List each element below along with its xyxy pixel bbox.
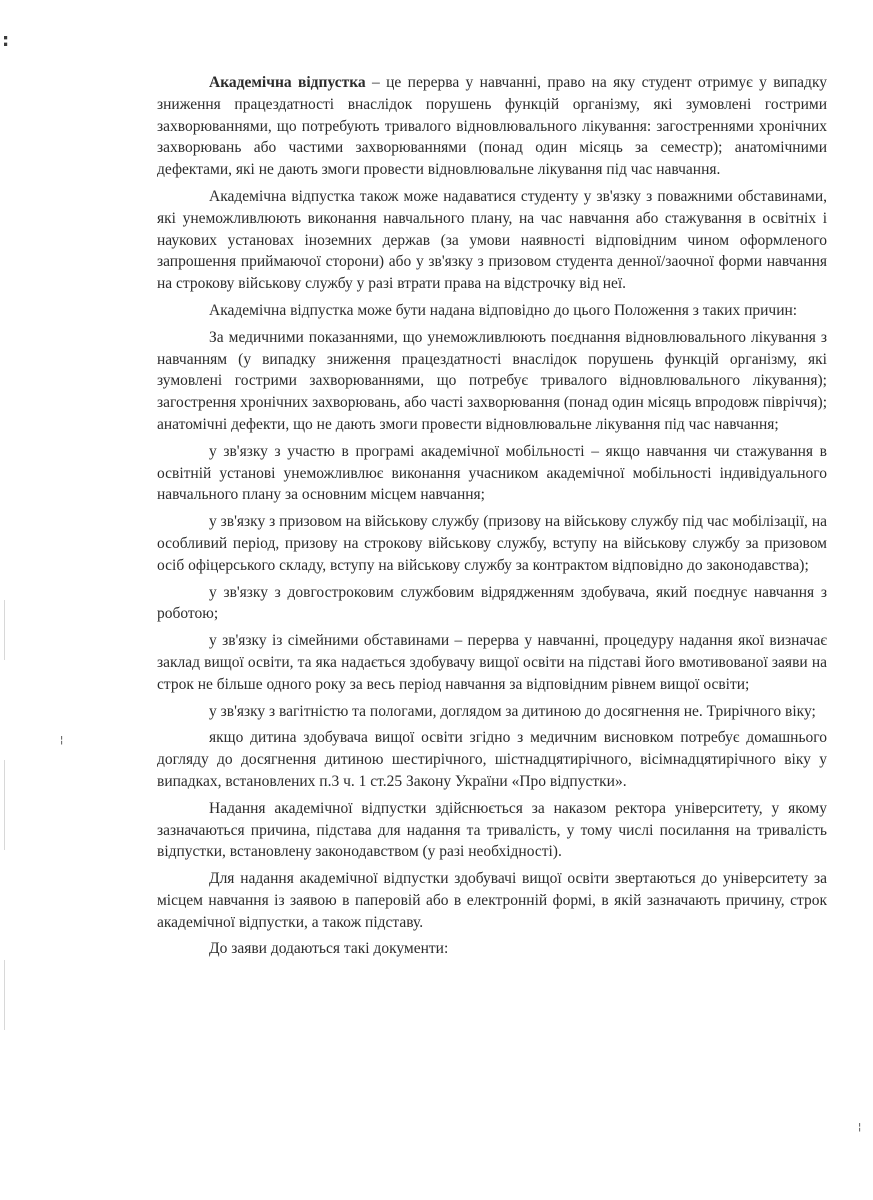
paragraph-application-procedure: Для надання академічної відпустки здобувачі вищої освіти звертаються до університету за місцем навчання із заявою в паперовій або в електронній формі, в якій зазначають причину, строк академічної відпустки, а також підставу. (157, 870, 827, 931)
term-academic-leave: Академічна відпустка (209, 74, 366, 91)
paragraph-definition (157, 72, 827, 181)
paragraph-reasons-intro: Академічна відпустка може бути надана відповідно до цього Положення з таких причин: (209, 301, 798, 319)
paragraph-medical-reason: За медичними показаннями, що унеможливлюють поєднання відновлювального лікування з навчанням (у випадку зниження працездатності внаслідок порушень функцій організму, які зумовлені гострими захворюваннями, що потребує тривалого відновлювального лікування); загострення хронічних захворювань, або часті захворювання (понад один місяць впродовж півріччя); анатомічні дефекти, що не дають змоги провести відновлювальне лікування під час навчання; (157, 328, 827, 433)
scan-edge-line (4, 960, 5, 1030)
document-body (157, 72, 827, 965)
paragraph-mobility-reason: у зв'язку з участю в програмі академічної мобільності – якщо навчання чи стажування в освітній установі унеможливлює виконання учасником академічної мобільності індивідуального навчального плану за основним місцем навчання; (157, 442, 827, 504)
paragraph-business-trip-reason: у зв'язку з довгостроковим службовим відрядженням здобувача, який поєднує навчання з роботою; (157, 583, 827, 623)
paragraph-military-reason: у зв'язку з призовом на військову службу (призову на військову службу під час мобілізації, на особливий період, призову на строкову військову службу, вступу на військову службу за призовом осіб офіцерського складу, вступу на військову службу за контрактом відповідно до законодавства); (157, 513, 827, 574)
scan-artifact-mark: ¦ (858, 1122, 862, 1133)
paragraph-family-reason: у зв'язку із сімейними обставинами – перерва у навчанні, процедуру надання якої визначає заклад вищої освіти, та яка надається здобувачу вищої освіти на підставі його вмотивованої заяви на строк не більше одного року за весь період навчання за відповідним рівнем вищої освіти; (157, 632, 827, 693)
paragraph-child-care-reason: якщо дитина здобувача вищої освіти згідно з медичним висновком потребує домашнього догляду до досягнення дитиною шестирічного, шістнадцятирічного, вісімнадцятирічного віку у випадках, встановлених п.3 ч. 1 ст.25 Закону України «Про відпустки». (157, 729, 827, 790)
paragraph-circumstances: Академічна відпустка також може надаватися студенту у зв'язку з поважними обставинами, які унеможливлюють виконання навчального плану, на час навчання або стажування в освітніх і наукових установах іноземних держав (за умови наявності відповідним чином оформленого запрошення приймаючої сторони) або у зв'язку з призовом студента денної/заочної форми навчання на строкову військову службу у разі втрати права на відстрочку від неї. (157, 187, 827, 293)
paragraph-text: – це перерва у навчанні, право на яку студент отримує у випадку зниження працездатності внаслідок порушень функцій організму, які зумовлені гострими захворюваннями, що потребують тривалого відновлювального лікування: загостреннями хронічних захворювань або частими захворюваннями (понад один місяць за семестр); анатомічними дефектами, які не дають змоги провести відновлювальне лікування під час навчання. (157, 74, 828, 179)
scan-edge-line (4, 600, 5, 660)
scan-artifact-mark: ¦ (60, 735, 64, 746)
paragraph-pregnancy-reason: у зв'язку з вагітністю та пологами, доглядом за дитиною до досягнення не. Трирічного віку; (209, 702, 816, 720)
paragraph-documents-intro: До заяви додаються такі документи: (209, 940, 449, 958)
scan-artifact-mark: : (2, 30, 10, 51)
paragraph-order-procedure: Надання академічної відпустки здійснюється за наказом ректора університету, у якому зазначаються причина, підстава для надання та тривалість, у тому числі посилання на тривалість відпустки, встановлену законодавством (у разі необхідності). (157, 799, 827, 861)
scan-edge-line (4, 760, 5, 850)
